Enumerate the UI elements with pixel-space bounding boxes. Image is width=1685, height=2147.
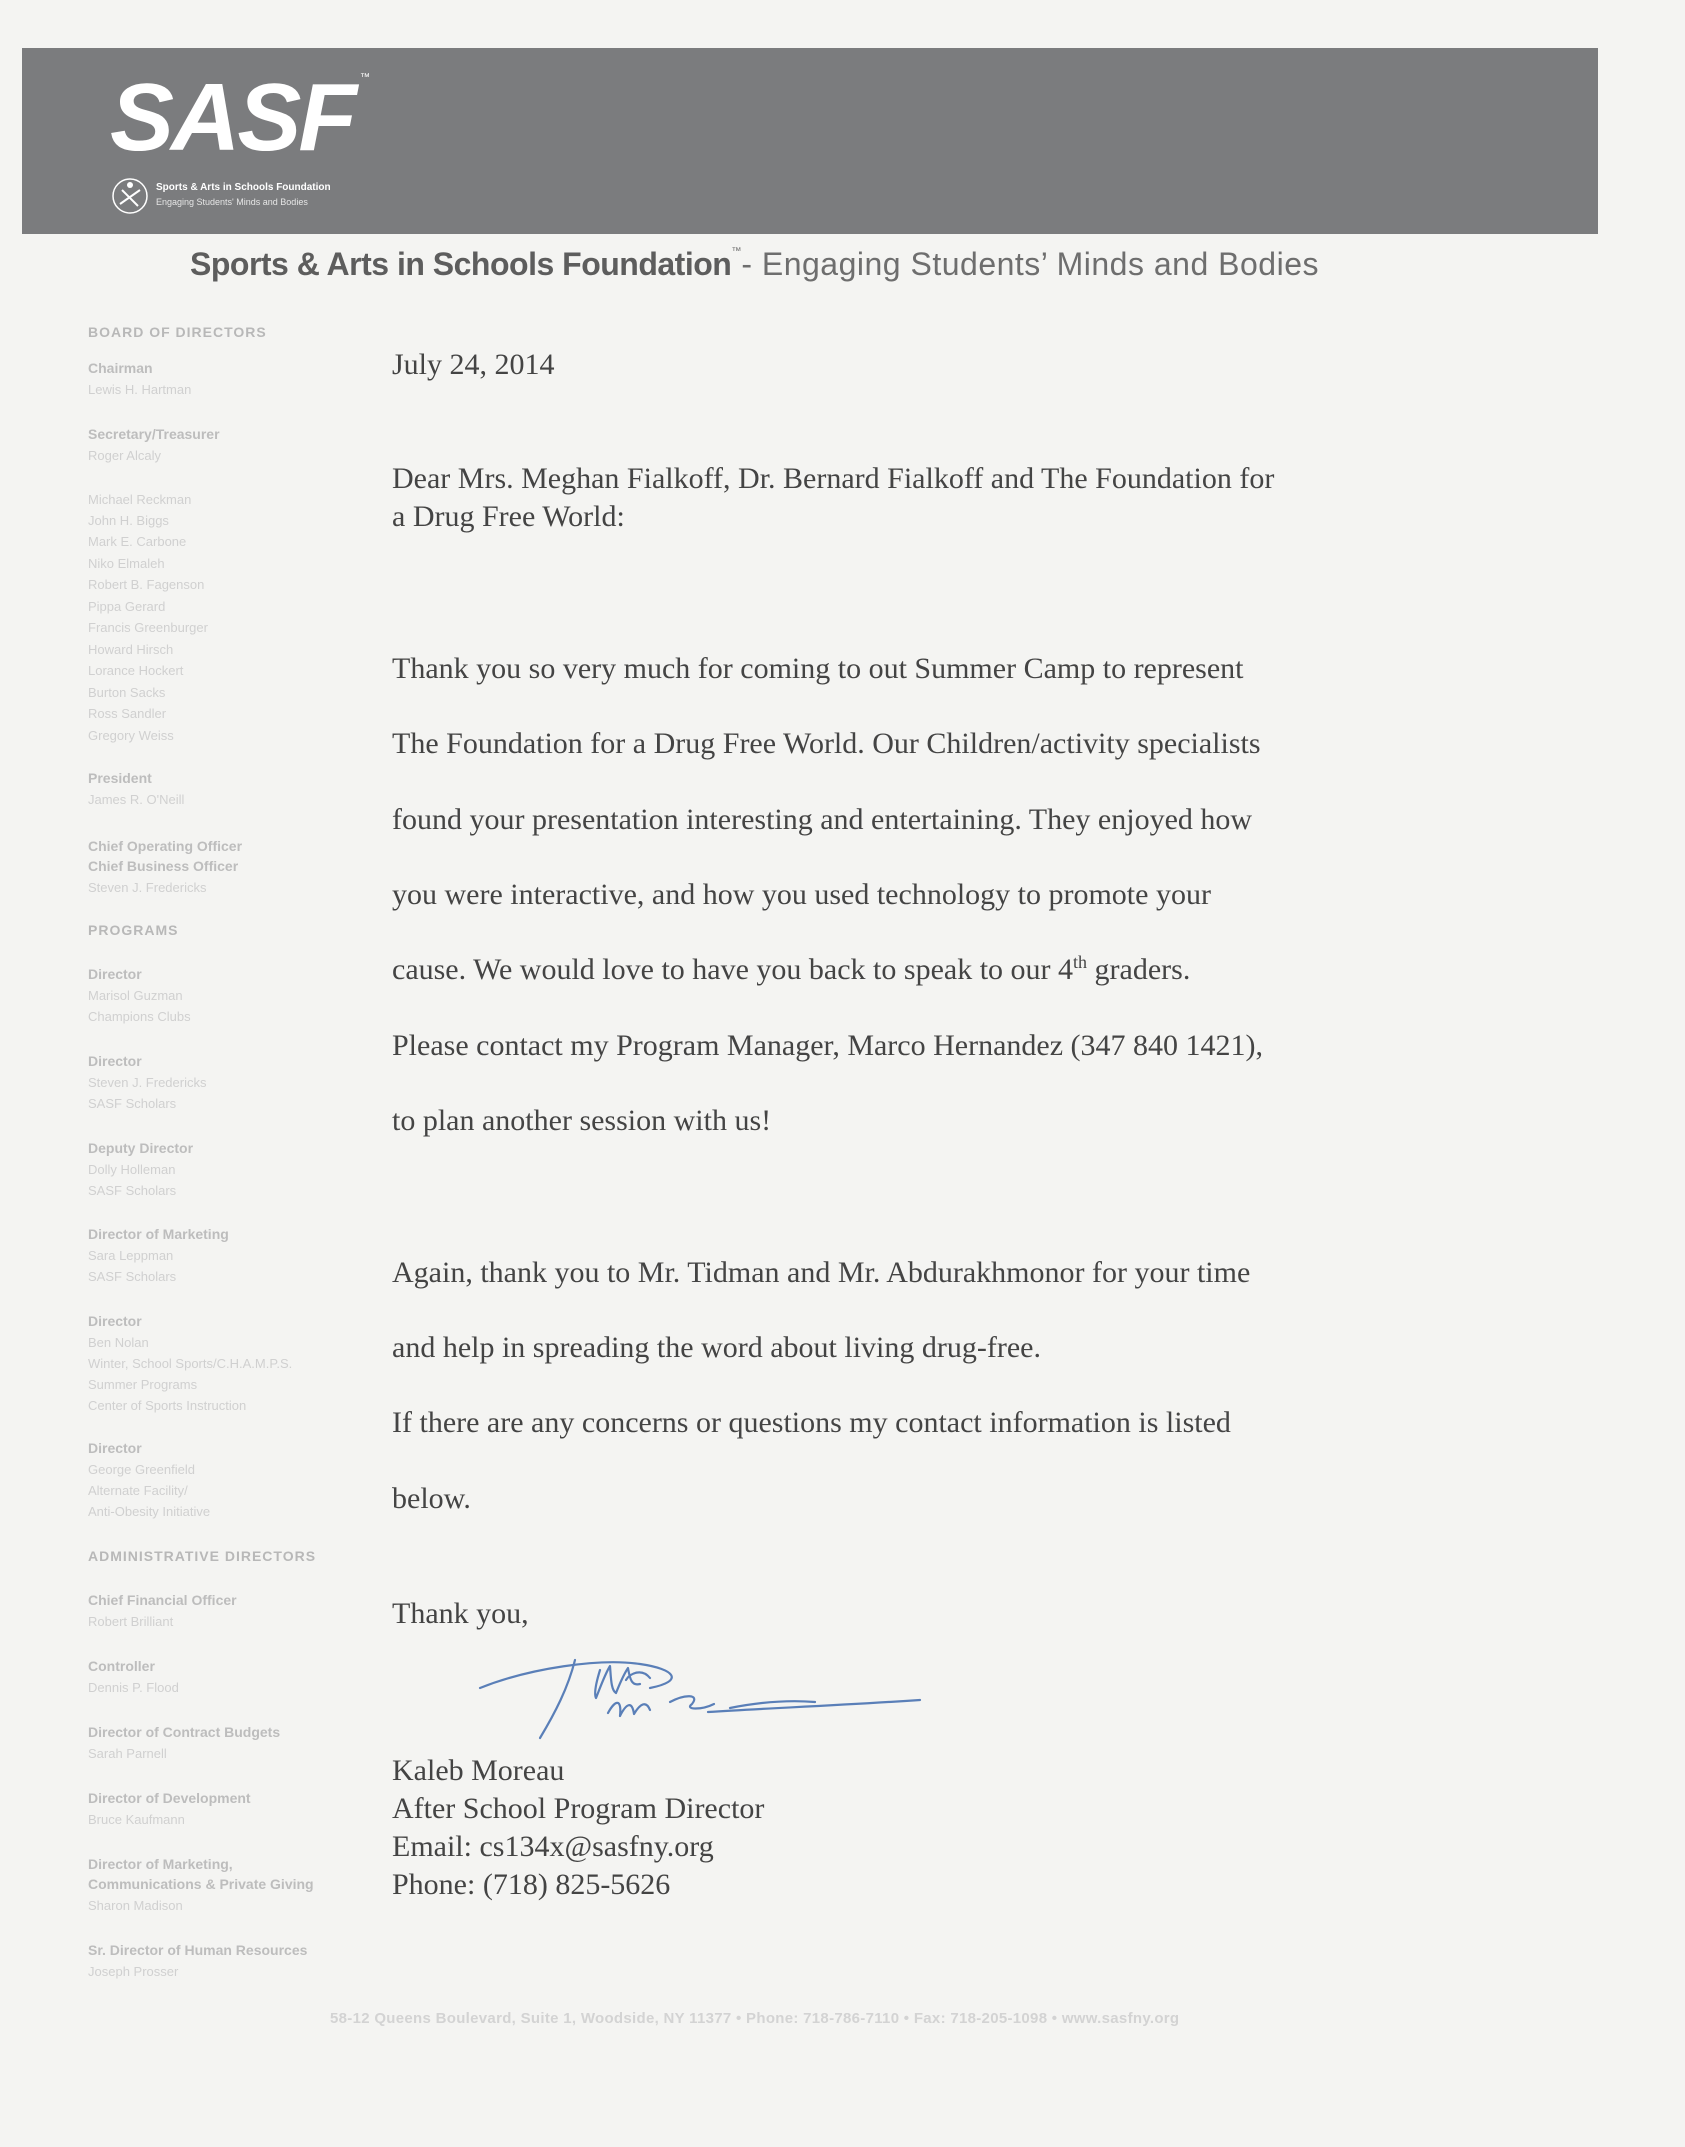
cfo-name: Robert Brilliant: [88, 1614, 174, 1629]
programs-heading: PROGRAMS: [88, 922, 179, 938]
salutation-line: Dear Mrs. Meghan Fialkoff, Dr. Bernard Fialkoff and The Foundation for: [392, 462, 1275, 495]
coo-role: Chief Operating Officer: [88, 838, 243, 854]
paragraph-line: Please contact my Program Manager, Marco Hernandez (347 840 1421),: [392, 1029, 1264, 1062]
paragraph-line: If there are any concerns or questions my contact information is listed: [392, 1406, 1231, 1439]
controller-role: Controller: [88, 1658, 155, 1674]
paragraph-text: cause. We would love to have you back to speak to our 4: [392, 953, 1074, 986]
board-member: Michael Reckman: [88, 492, 192, 507]
marketing-director-program: SASF Scholars: [88, 1269, 177, 1284]
closing: Thank you,: [392, 1597, 529, 1630]
sasf-emblem-icon: [110, 176, 150, 216]
paragraph-line: and help in spreading the word about living drug-free.: [392, 1331, 1041, 1364]
paragraph-line: below.: [392, 1482, 471, 1515]
tagline-org: Sports & Arts in Schools Foundation: [190, 246, 732, 282]
board-member: Howard Hirsch: [88, 642, 174, 657]
logo-tagline: Engaging Students' Minds and Bodies: [156, 197, 308, 207]
hr-director-role: Sr. Director of Human Resources: [88, 1942, 308, 1958]
marketing-director-role: Director of Marketing: [88, 1226, 229, 1242]
paragraph-line: Thank you so very much for coming to out Summer Camp to represent: [392, 652, 1244, 685]
signer-title: After School Program Director: [392, 1792, 765, 1825]
board-member: Ross Sandler: [88, 706, 167, 721]
director-name: Marisol Guzman: [88, 988, 183, 1003]
director-program: Anti-Obesity Initiative: [88, 1504, 211, 1519]
director-program: Center of Sports Instruction: [88, 1398, 247, 1413]
sasf-logo: SASF: [110, 64, 355, 171]
chairman-role: Chairman: [88, 360, 153, 376]
deputy-director-name: Dolly Holleman: [88, 1162, 176, 1177]
board-member: Pippa Gerard: [88, 599, 166, 614]
board-heading: BOARD OF DIRECTORS: [88, 324, 267, 340]
deputy-director-program: SASF Scholars: [88, 1183, 177, 1198]
communications-director-role: Director of Marketing,: [88, 1856, 233, 1872]
board-member: Niko Elmaleh: [88, 556, 165, 571]
header-band: [22, 48, 1598, 234]
secretary-role: Secretary/Treasurer: [88, 426, 220, 442]
paragraph-text: graders.: [1087, 953, 1191, 986]
tagline-trademark: ™: [731, 246, 742, 257]
coo-name: Steven J. Fredericks: [88, 880, 207, 895]
salutation-line: a Drug Free World:: [392, 500, 625, 533]
signer-name: Kaleb Moreau: [392, 1754, 565, 1787]
director-role: Director: [88, 1313, 142, 1329]
deputy-director-role: Deputy Director: [88, 1140, 194, 1156]
director-program: SASF Scholars: [88, 1096, 177, 1111]
board-member: Gregory Weiss: [88, 728, 174, 743]
letterhead-tagline: [190, 246, 1319, 283]
tagline-rest: - Engaging Students’ Minds and Bodies: [741, 246, 1319, 282]
contract-director-role: Director of Contract Budgets: [88, 1724, 281, 1740]
board-member: Burton Sacks: [88, 685, 166, 700]
ordinal-suffix: th: [1073, 952, 1088, 972]
paragraph-line: Again, thank you to Mr. Tidman and Mr. Abdurakhmonor for your time: [392, 1256, 1251, 1289]
hr-director-name: Joseph Prosser: [88, 1964, 179, 1979]
director-role: Director: [88, 966, 142, 982]
board-member: Francis Greenburger: [88, 620, 208, 635]
signature-icon: [470, 1638, 930, 1748]
director-name: George Greenfield: [88, 1462, 195, 1477]
president-name: James R. O'Neill: [88, 792, 185, 807]
paragraph-line: The Foundation for a Drug Free World. Our Children/activity specialists: [392, 727, 1261, 760]
letter-date: July 24, 2014: [392, 348, 555, 381]
marketing-director-name: Sara Leppman: [88, 1248, 174, 1263]
paragraph-line: [392, 953, 1190, 986]
communications-director-role-2: Communications & Private Giving: [88, 1876, 314, 1892]
board-member: Lorance Hockert: [88, 663, 184, 678]
board-member: Mark E. Carbone: [88, 534, 187, 549]
director-name: Steven J. Fredericks: [88, 1075, 207, 1090]
signer-email: Email: cs134x@sasfny.org: [392, 1830, 714, 1863]
logo-trademark: ™: [360, 72, 370, 83]
admin-heading: ADMINISTRATIVE DIRECTORS: [88, 1548, 317, 1564]
development-director-name: Bruce Kaufmann: [88, 1812, 185, 1827]
paragraph-line: found your presentation interesting and entertaining. They enjoyed how: [392, 803, 1253, 836]
contract-director-name: Sarah Parnell: [88, 1746, 167, 1761]
paragraph-line: to plan another session with us!: [392, 1104, 772, 1137]
logo-org-name: Sports & Arts in Schools Foundation: [156, 182, 331, 193]
director-role: Director: [88, 1053, 142, 1069]
secretary-name: Roger Alcaly: [88, 448, 161, 463]
board-member: Robert B. Fagenson: [88, 577, 205, 592]
chairman-name: Lewis H. Hartman: [88, 382, 192, 397]
controller-name: Dennis P. Flood: [88, 1680, 179, 1695]
director-program: Summer Programs: [88, 1377, 198, 1392]
board-member: John H. Biggs: [88, 513, 169, 528]
cbo-role: Chief Business Officer: [88, 858, 239, 874]
director-program: Champions Clubs: [88, 1009, 191, 1024]
president-role: President: [88, 770, 152, 786]
director-program: Alternate Facility/: [88, 1483, 188, 1498]
cfo-role: Chief Financial Officer: [88, 1592, 237, 1608]
letterhead-footer: 58-12 Queens Boulevard, Suite 1, Woodside, NY 11377 • Phone: 718-786-7110 • Fax: 718-205-1098 • www.sasfny.org: [330, 2010, 1180, 2027]
director-role: Director: [88, 1440, 142, 1456]
director-program: Winter, School Sports/C.H.A.M.P.S.: [88, 1356, 293, 1371]
development-director-role: Director of Development: [88, 1790, 251, 1806]
paragraph-line: you were interactive, and how you used technology to promote your: [392, 878, 1211, 911]
communications-director-name: Sharon Madison: [88, 1898, 183, 1913]
director-name: Ben Nolan: [88, 1335, 149, 1350]
signer-phone: Phone: (718) 825-5626: [392, 1868, 671, 1901]
